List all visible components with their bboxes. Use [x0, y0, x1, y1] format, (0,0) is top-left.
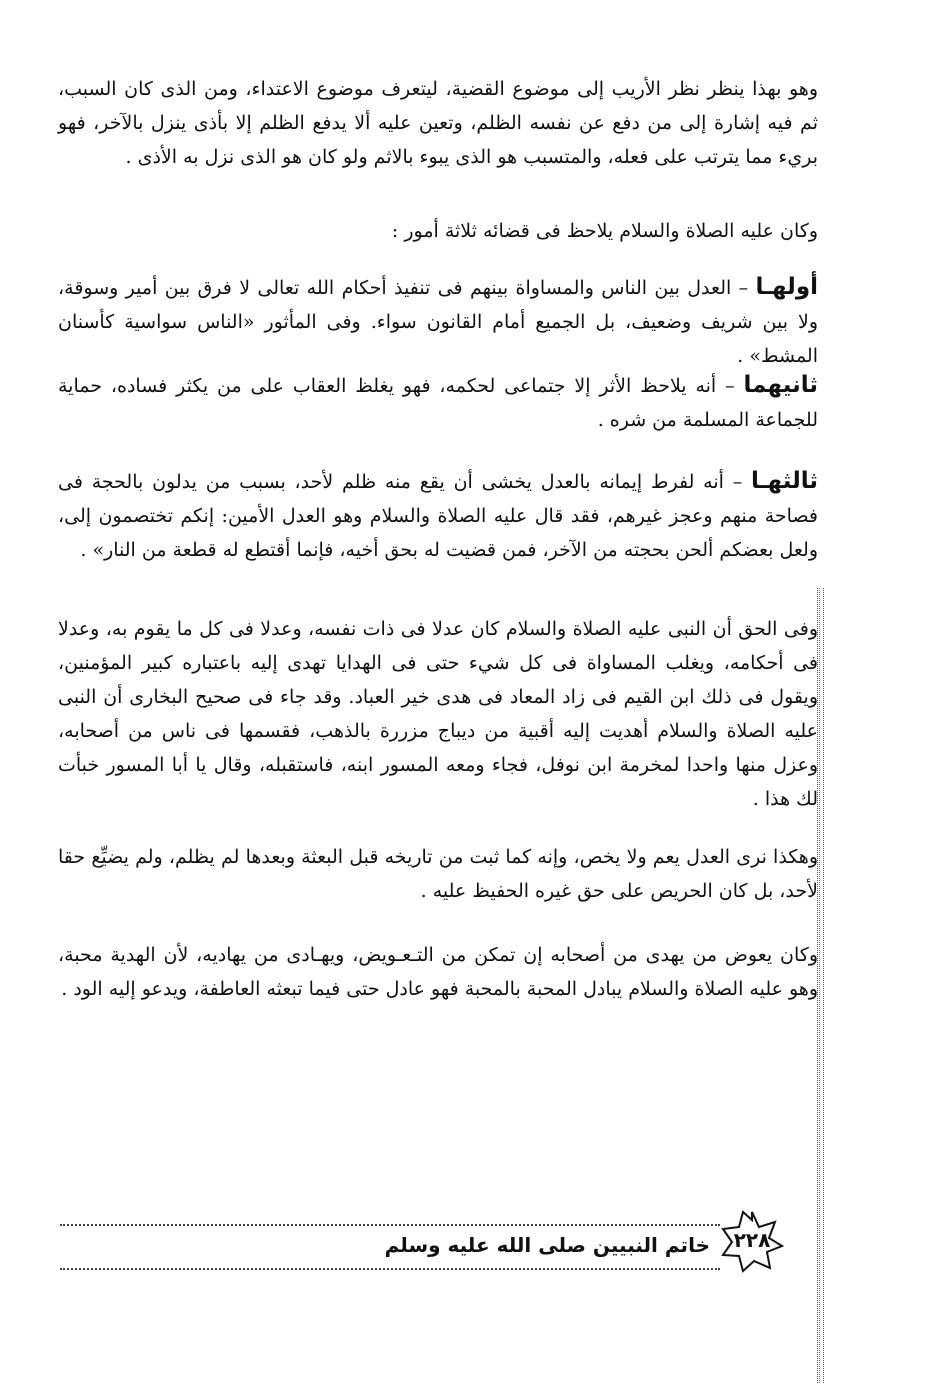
- first-matter-body: – العدل بين الناس والمساواة بينهم فى تنفيذ أحكام الله تعالى لا فرق بين أمير وسوقة، ولا بين شريف وضعيف، بل الجميع أمام القانون سواء. وفى المأثور «الناس سواسية كأسنان المشط» .: [58, 277, 818, 367]
- page-number: ٢٢٨: [733, 1228, 771, 1252]
- paragraph-gifts: وكان يعوض من يهدى من أصحابه إن تمكن من التـعـويض، ويهـادى من يهاديه، لأن الهدية محبة، وهو عليه الصلاة والسلام يبادل المحبة بالمحبة فهو عادل حتى فيما تبعثه العاطفة، ويدعو إليه الود .: [58, 944, 818, 1000]
- page-number-badge: [720, 1209, 784, 1273]
- second-matter-body: – أنه يلاحظ الأثر إلا جتماعى لحكمه، فهو يغلظ العقاب على من يكثر فساده، حماية للجماعة المسلمة من شره .: [58, 375, 818, 431]
- paragraph-justice-in-himself: وفى الحق أن النبى عليه الصلاة والسلام كان عدلا فى ذات نفسه، وعدلا فى كل ما يقوم به، وعدلا فى أحكامه، ويغلب المساواة فى كل شيء حتى فى الهدايا تهدى إليه باعتباره كبير المؤمنين، ويقول فى ذلك ابن القيم فى زاد المعاد فى هدى خير العباد. وقد جاء فى صحيح البخارى أن النبى عليه الصلاة والسلام أهديت إليه أقبية من ديباج مزررة بالذهب، فقسمها فى ناس من أصحابه، وعزل منها واحدا لمخرمة ابن نوفل، فجاء ومعه المسور ابنه، فاستقبله، وقال يا أبا المسور خبأت لك هذا .: [58, 618, 818, 810]
- first-matter-heading: أولهـا: [755, 274, 818, 300]
- footer-rule-bottom: [60, 1268, 720, 1270]
- third-matter-body: – أنه لفرط إيمانه بالعدل يخشى أن يقع منه ظلم لأحد، بسبب من يدلون بالحجة فى فصاحة منهم وعجز غيرهم، فقد قال عليه الصلاة والسلام وهو العدل الأمين: إنكم تختصمون إلى، ولعل بعضكم ألحن بحجته من الآخر، فمن قضيت له بحق أخيه، فإنما أقتطع له قطعة من النار» .: [58, 471, 818, 561]
- third-matter-heading: ثالثهـا: [751, 468, 818, 494]
- second-matter-heading: ثانيهما: [743, 372, 818, 398]
- paragraph-three-matters: وكان عليه الصلاة والسلام يلاحظ فى قضائه ثلاثة أمور :: [391, 220, 818, 242]
- paragraph-first-matter: [58, 270, 818, 373]
- paragraph-justice-general: وهكذا نرى العدل يعم ولا يخص، وإنه كما ثبت من تاريخه قبل البعثة وبعدها لم يظلم، ولم يضيِّع حقا لأحد، بل كان الحريص على حق غيره الحفيظ عليه .: [58, 846, 818, 902]
- paragraph-third-matter: [58, 464, 818, 567]
- paragraph-intro: وهو بهذا ينظر نظر الأريب إلى موضوع القضية، ليتعرف موضوع الاعتداء، ومن الذى كان السبب، ثم فيه إشارة إلى من دفع عن نفسه الظلم، وتعين عليه ألا يدفع الظلم إلا بأذى ينزل بالآخر، فهو بريء مما يترتب على فعله، والمتسبب هو الذى يبوء بالاثم ولو كان هو الذى نزل به الأذى .: [58, 78, 818, 168]
- book-title-footer: خاتم النبيين صلى الله عليه وسلم: [384, 1233, 710, 1257]
- paragraph-second-matter: [58, 368, 818, 437]
- footer-rule-top: [60, 1224, 720, 1226]
- margin-vertical-rule: [817, 588, 824, 1383]
